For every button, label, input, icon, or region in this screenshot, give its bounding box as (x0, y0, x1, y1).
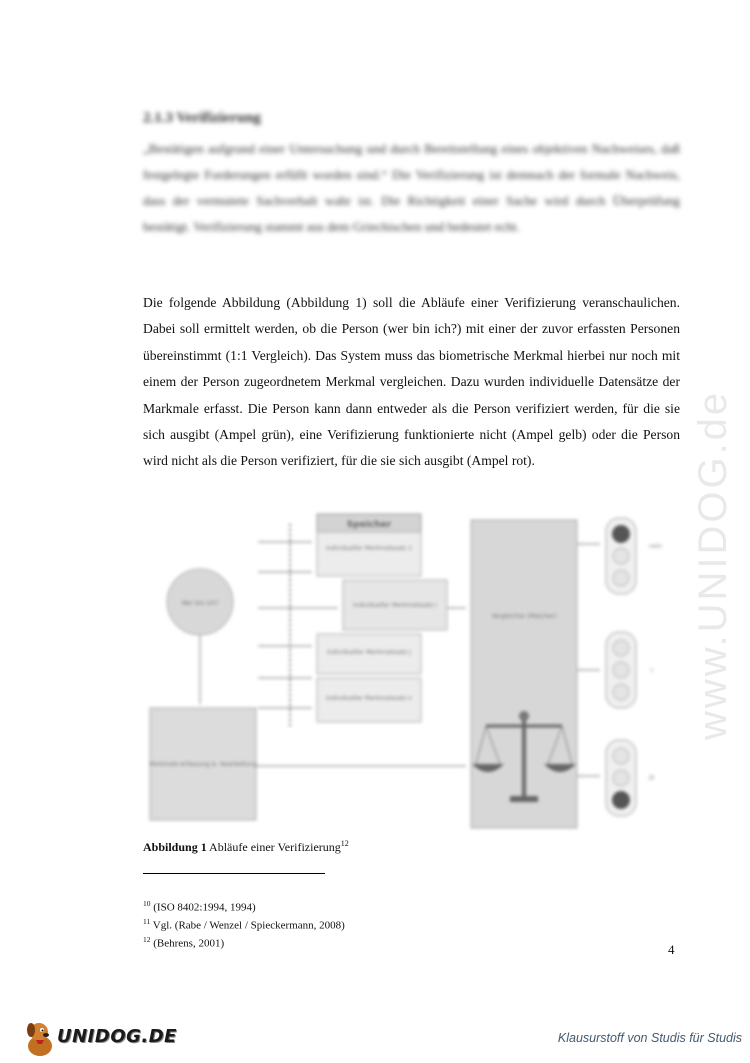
body-paragraph: Die folgende Abbildung (Abbildung 1) soll die Abläufe einer Verifizierung veranschaulichen. Dabei soll ermittelt werden, ob die Person (wer bin ich?) mit einer der zuvor erfassten Personen übereinstimmt (1:1 Vergleich). Das System muss das biometrische Merkmal hierbei nur noch mit einem der Person zugeordnetem Merkmal vergleichen. Dazu wurden individuelle Datensätze der Markmale erfasst. Die Person kann dann entweder als die Person verifiziert werden, für die sie sich ausgibt (Ampel grün), eine Verifizierung funktionierte nicht (Ampel gelb) oder die Person wird nicht als die Person verifiziert, für die sie sich ausgibt (Ampel rot). (143, 295, 680, 469)
signal-label-unknown: ? (650, 668, 654, 675)
footnote-text: Vgl. (Rabe / Wenzel / Spieckermann, 2008) (150, 919, 345, 932)
blurred-quote-paragraph: „Bestätigen aufgrund einer Untersuchung und durch Bereitstellung eines objektiven Nachweises, daß festgelegte Forderungen erfüllt worden sind.“ Die Verifizierung ist demnach der formale Nachweis, dass der vermutete Sachverhalt wahr ist. Die Richtigkeit einer Sache wird durch Überprüfung bestätigt. Verifizierung stammt aus dem Griechischen und bedeutet echt. (143, 141, 680, 234)
traffic-light-yellow (606, 632, 636, 708)
footnote-text: (ISO 8402:1994, 1994) (150, 901, 256, 914)
logo-text: UNIDOG.DE (57, 1026, 177, 1047)
record-j-label: Individueller Merkmalssatz j (327, 649, 411, 656)
page-number: 4 (668, 942, 675, 957)
verification-diagram (140, 508, 685, 830)
capture-label: Merkmals-erfassung & -bearbeitung (148, 761, 258, 768)
footnote-number: 10 (143, 899, 151, 908)
footnote (143, 915, 345, 933)
signal-label-no: nein (649, 543, 662, 550)
traffic-light-green (606, 740, 636, 816)
footnote (143, 897, 345, 915)
dog-mascot-icon (22, 1018, 58, 1058)
footnote-number: 11 (143, 917, 151, 927)
unidog-logo[interactable] (22, 1018, 177, 1058)
record-i-label: Individueller Merkmalssatz i (353, 602, 437, 609)
caption-text: Abläufe einer Verifizierung (206, 840, 341, 854)
who-am-i-label: Wer bin ich? (181, 600, 219, 607)
footnote-divider (143, 873, 325, 874)
watermark-text: www.UNIDOG.de (691, 389, 735, 740)
figure-caption (143, 836, 349, 855)
footnote-text: (Behrens, 2001) (150, 937, 225, 950)
traffic-light-red (606, 518, 636, 594)
signal-label-yes: ja (649, 774, 655, 781)
footnote (143, 933, 345, 951)
storage-title: Speicher (346, 520, 392, 530)
footnotes (143, 897, 345, 951)
comparator-label: Vergleicher (Matcher) (491, 613, 557, 620)
record-1-label: Individueller Merkmalssatz 1 (325, 545, 413, 552)
caption-ref: 12 (340, 839, 349, 848)
section-heading: 2.1.3 Verifizierung (143, 110, 261, 126)
watermark (688, 270, 738, 740)
footnote-number: 12 (143, 935, 151, 945)
record-n-label: Individueller Merkmalssatz n (325, 695, 413, 702)
caption-label: Abbildung 1 (143, 840, 207, 854)
tagline: Klausurstoff von Studis für Studis (557, 1031, 742, 1045)
